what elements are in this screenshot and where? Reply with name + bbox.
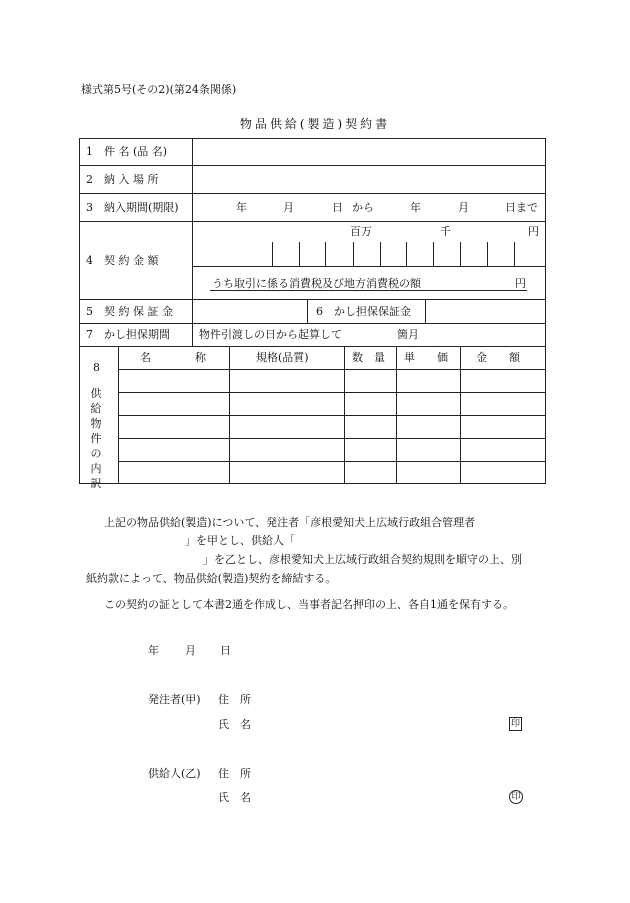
row-label-delivery-place: 2 納 入 場 所 xyxy=(86,173,159,186)
row-label-item-name: 1 件 名 (品 名) xyxy=(86,145,168,158)
paragraph-line: 紙約款によって、物品供給(製造)契約を締結する。 xyxy=(86,572,337,585)
warranty-period-text: 物件引渡しの日から起算して xyxy=(199,328,342,341)
period-from: から xyxy=(352,201,374,214)
paragraph-line: 上記の物品供給(製造)について、発注者「彦根愛知犬上広域行政組合管理者 xyxy=(104,516,476,529)
period-start-year: 年 xyxy=(236,201,247,214)
row-label-contract-deposit: 5 契 約 保 証 金 xyxy=(86,305,173,318)
date-month: 月 xyxy=(185,644,196,657)
unit-thousand: 千 xyxy=(440,225,451,238)
period-start-day: 日 xyxy=(332,201,343,214)
tax-unit: 円 xyxy=(515,277,526,290)
paragraph-evidence: この契約の証として本書2通を作成し、当事者記名押印の上、各自1通を保有する。 xyxy=(104,598,514,611)
date-day: 日 xyxy=(220,644,231,657)
column-header-name: 名 称 xyxy=(140,351,206,364)
row-label-warranty-deposit: 6 かし担保保証金 xyxy=(316,305,411,318)
warranty-period-unit: 箇月 xyxy=(397,328,419,341)
paragraph-line: 」を甲とし、供給人「 xyxy=(185,534,295,547)
column-header-amount: 金 額 xyxy=(476,351,520,364)
supplier-label: 供給人(乙) xyxy=(148,767,201,780)
row-label-delivery-period: 3 納入期間(期限) xyxy=(86,201,179,214)
column-header-spec: 規格(品質) xyxy=(256,351,309,364)
period-start-month: 月 xyxy=(283,201,294,214)
seal-square-icon: 印 xyxy=(510,719,520,729)
period-end-month: 月 xyxy=(458,201,469,214)
row-label-contract-amount: 4 契 約 金 額 xyxy=(86,254,159,267)
paragraph-line: 」を乙とし、彦根愛知犬上広域行政組合契約規則を順守の上、別 xyxy=(203,553,522,566)
orderer-label: 発注者(甲) xyxy=(148,693,201,706)
date-year: 年 xyxy=(148,644,159,657)
period-end-day: 日まで xyxy=(505,201,538,214)
row-label-breakdown: 供給物件の内訳 xyxy=(90,387,102,490)
form-number: 様式第5号(その2)(第24条関係) xyxy=(81,83,237,96)
orderer-name-label: 氏 名 xyxy=(218,718,251,731)
period-end-year: 年 xyxy=(410,201,421,214)
supplier-address-label: 住 所 xyxy=(218,767,251,780)
column-header-unit-price: 単 価 xyxy=(404,351,448,364)
unit-yen: 円 xyxy=(528,225,539,238)
orderer-address-label: 住 所 xyxy=(218,693,251,706)
supplier-name-label: 氏 名 xyxy=(218,791,251,804)
unit-million: 百万 xyxy=(350,225,372,238)
row-number-breakdown: 8 xyxy=(93,361,100,374)
tax-note: うち取引に係る消費税及び地方消費税の額 xyxy=(212,277,421,290)
page-title: 物品供給(製造)契約書 xyxy=(239,117,391,131)
seal-circle-icon: 印 xyxy=(509,790,523,804)
row-label-warranty-period: 7 かし担保期間 xyxy=(86,328,170,341)
column-header-quantity: 数 量 xyxy=(352,351,385,364)
